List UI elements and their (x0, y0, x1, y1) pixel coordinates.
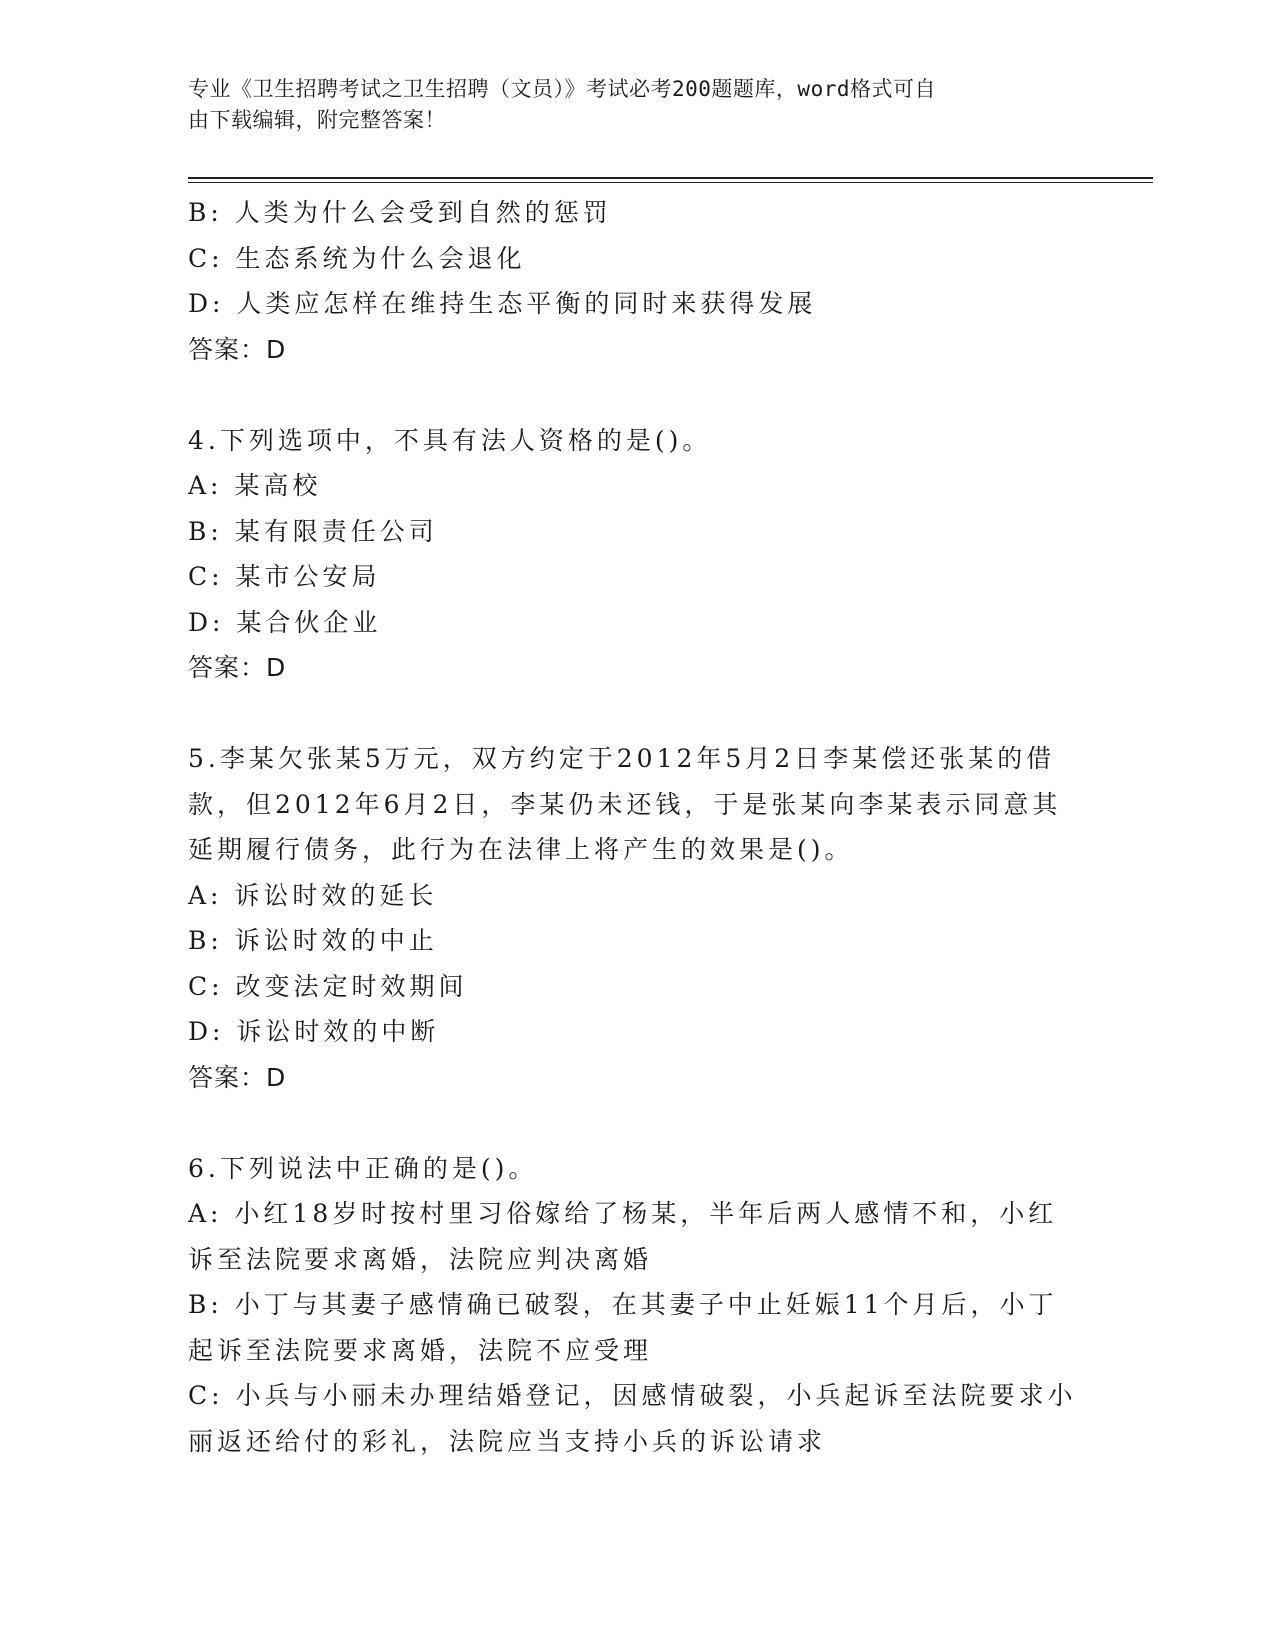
option-a-line-2: 诉至法院要求离婚，法院应判决离婚 (188, 1244, 653, 1274)
question-6 (188, 1146, 1088, 1465)
question-5 (188, 736, 1088, 1100)
option-d: D: 人类应怎样在维持生态平衡的同时来获得发展 (188, 289, 817, 318)
document-body (188, 190, 1088, 1464)
option-d: D: 某合伙企业 (188, 607, 382, 637)
option-b: B: 人类为什么会受到自然的惩罚 (188, 198, 612, 227)
question-3 (188, 190, 1088, 372)
answer: 答案：D (188, 334, 287, 364)
option-a: A: 某高校 (188, 471, 322, 500)
header-line-1: 专业《卫生招聘考试之卫生招聘（文员）》考试必考200题题库，word格式可自 (188, 77, 936, 101)
option-c-line-1: C: 小兵与小丽未办理结婚登记，因感情破裂，小兵起诉至法院要求小 (188, 1381, 1077, 1410)
option-c: C: 改变法定时效期间 (188, 971, 468, 1001)
option-d: D: 诉讼时效的中断 (188, 1017, 440, 1046)
option-a-line-1: A: 小红18岁时按村里习俗嫁给了杨某，半年后两人感情不和，小红 (188, 1199, 1058, 1228)
answer: 答案：D (188, 1062, 287, 1092)
spacer (188, 372, 1088, 418)
option-b: B: 诉讼时效的中止 (188, 926, 438, 955)
question-stem-line-3: 延期履行债务，此行为在法律上将产生的效果是()。 (188, 835, 854, 864)
option-c-line-2: 丽返还给付的彩礼，法院应当支持小兵的诉讼请求 (188, 1426, 827, 1456)
spacer (188, 1100, 1088, 1146)
header-divider-thin (188, 182, 1153, 183)
option-a: A: 诉讼时效的延长 (188, 880, 438, 910)
option-c: C: 生态系统为什么会退化 (188, 243, 526, 273)
option-c: C: 某市公安局 (188, 562, 381, 591)
spacer (188, 691, 1088, 737)
header-line-2: 由下载编辑，附完整答案！ (188, 108, 446, 132)
answer: 答案：D (188, 653, 287, 682)
option-b: B: 某有限责任公司 (188, 516, 438, 546)
option-b-line-1: B: 小丁与其妻子感情确已破裂，在其妻子中止妊娠11个月后，小丁 (188, 1290, 1058, 1319)
document-header (188, 74, 1088, 136)
question-stem: 6.下列说法中正确的是()。 (188, 1153, 538, 1183)
question-4 (188, 418, 1088, 691)
question-stem-line-2: 款，但2012年6月2日，李某仍未还钱，于是张某向李某表示同意其 (188, 789, 1062, 819)
header-divider-thick (188, 177, 1153, 179)
option-b-line-2: 起诉至法院要求离婚，法院不应受理 (188, 1335, 653, 1365)
question-stem: 4.下列选项中，不具有法人资格的是()。 (188, 425, 712, 455)
question-stem-line-1: 5.李某欠张某5万元，双方约定于2012年5月2日李某偿还张某的借 (188, 744, 1056, 773)
